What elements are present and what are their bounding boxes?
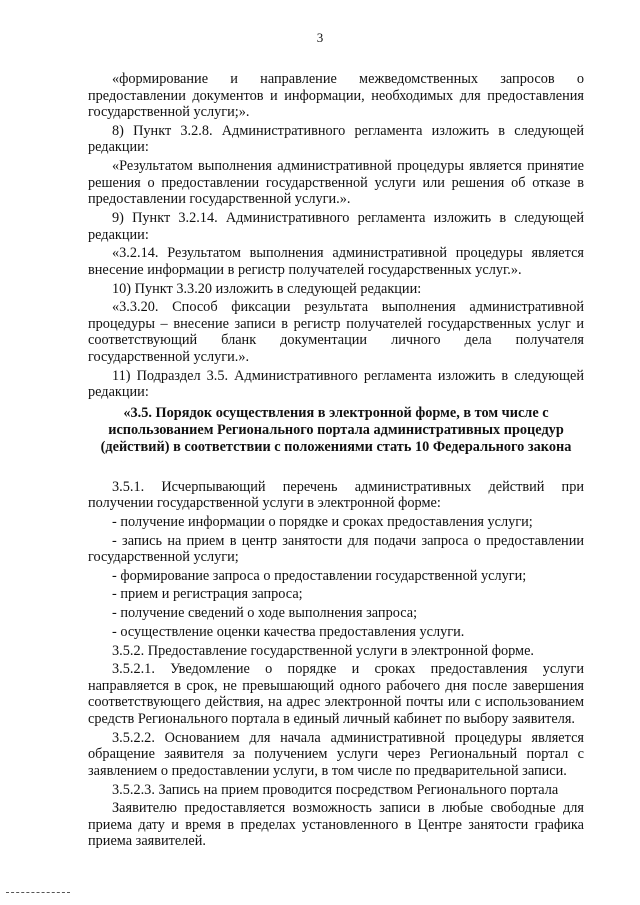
paragraph: 3.5.2.3. Запись на прием проводится посредством Регионального портала — [112, 781, 559, 798]
list-item: - осуществление оценки качества предоставления услуги. — [112, 623, 465, 640]
list-item: - получение сведений о ходе выполнения запроса; — [112, 605, 418, 622]
list-item: - формирование запроса о предоставлении государственной услуги; — [112, 567, 527, 584]
list-item: - получение информации о порядке и сроках предоставления услуги; — [112, 513, 533, 530]
paragraph: 3.5.2. Предоставление государственной услуги в электронной форме. — [112, 642, 535, 659]
paragraph: 3.5.2.1. Уведомление о порядке и сроках предоставления услуги направляется в срок, не превышающий одного рабочего дня после завершения соответствующего действия, на адрес электронной почты или с использованием средств Регионального портала в единый личный кабинет по выбору заявителя. — [88, 661, 584, 728]
section-heading: «3.5. Порядок осуществления в электронной форме, в том числе с использованием Регионального портала административных процедур (действий) в соответствии с положениями стать 10 Федерального закона — [100, 404, 572, 456]
paragraph: 9) Пункт 3.2.14. Административного регламента изложить в следующей редакции: — [88, 210, 584, 243]
paragraph: 8) Пункт 3.2.8. Административного регламента изложить в следующей редакции: — [88, 122, 584, 156]
paragraph: «3.2.14. Результатом выполнения административной процедуры является внесение информации в регистр получателей государственных услуг.». — [88, 245, 584, 278]
paragraph: Заявителю предоставляется возможность записи в любые свободные для приема дату и время в пределах установленного в Центре занятости графика приема заявителей. — [88, 800, 584, 850]
paragraph: 10) Пункт 3.3.20 изложить в следующей редакции: — [112, 280, 422, 297]
paragraph: 3.5.2.2. Основанием для начала административной процедуры является обращение заявителя за получением услуги через Региональный портал с заявлением о предоставлении услуги, в том числе по предварительной записи. — [88, 729, 584, 779]
paragraph: «Результатом выполнения административной процедуры является принятие решения о предоставлении государственной услуги или решения об отказе в предоставлении государственной услуги.». — [88, 158, 584, 208]
paragraph: «формирование и направление межведомственных запросов о предоставлении документов и информации, необходимых для предоставления государственной услуги;». — [88, 71, 584, 121]
footer-dashed-line — [6, 892, 70, 893]
paragraph: 11) Подраздел 3.5. Административного регламента изложить в следующей редакции: — [88, 367, 584, 401]
document-body — [88, 71, 584, 852]
page-number: 3 — [316, 30, 324, 45]
paragraph: 3.5.1. Исчерпывающий перечень административных действий при получении государственной услуги в электронной форме: — [88, 478, 584, 512]
paragraph: «3.3.20. Способ фиксации результата выполнения административной процедуры – внесение записи в регистр получателей государственных услуг и соответствующий бланк документации личного дела получателя государственной услуги.». — [88, 299, 584, 366]
list-item: - прием и регистрация запроса; — [112, 586, 303, 603]
list-item: - запись на прием в центр занятости для подачи запроса о предоставлении государственной услуги; — [88, 532, 584, 566]
